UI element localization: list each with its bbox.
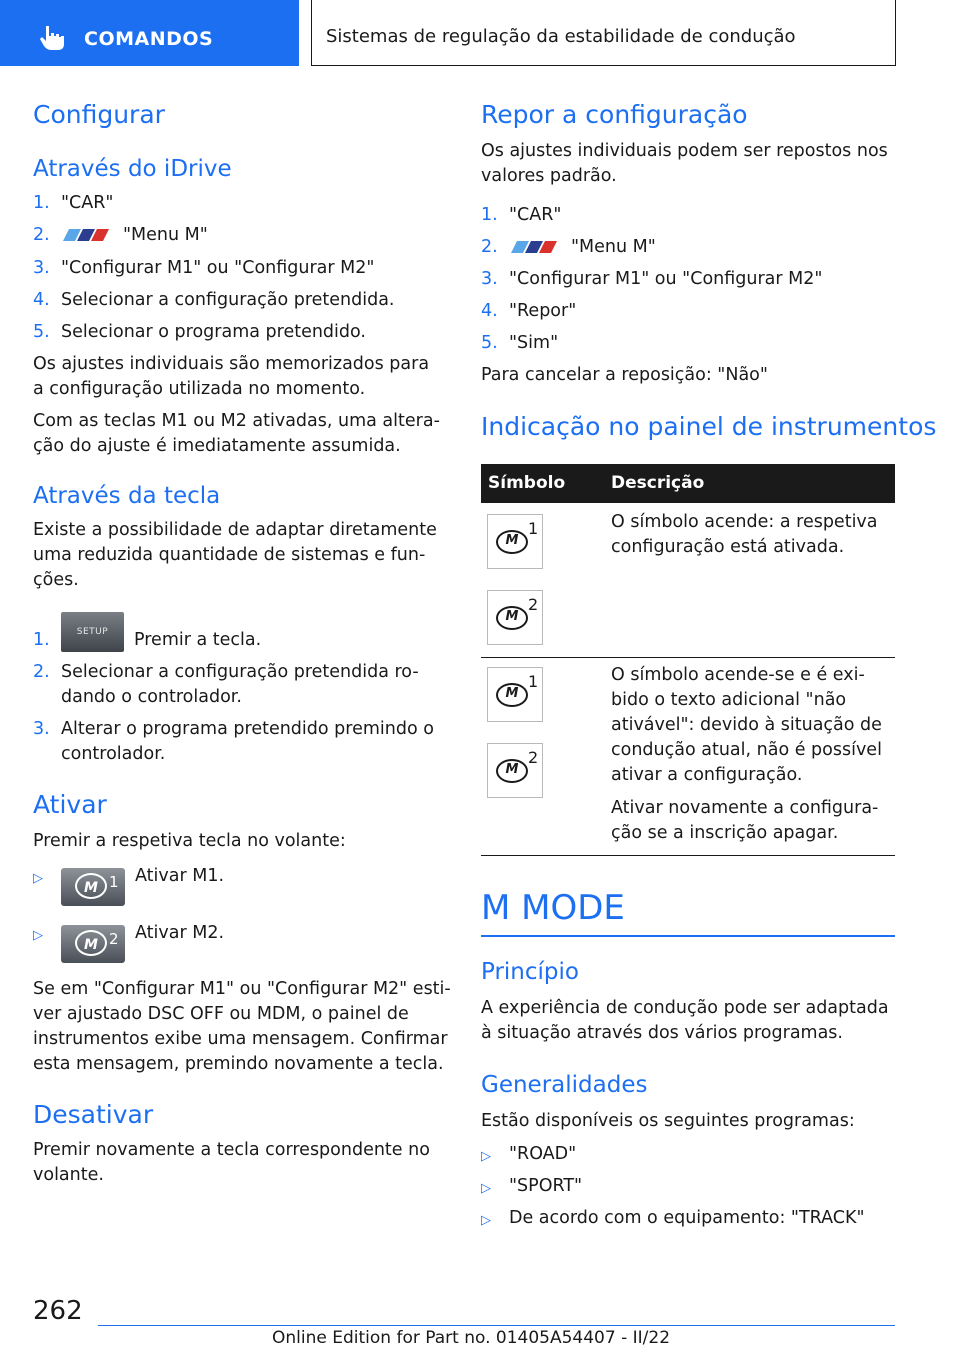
list-item: 4. Selecionar a configuração pretendida. [33, 290, 395, 310]
page-number: 262 [33, 1296, 83, 1326]
chapter-tab[interactable] [0, 0, 299, 66]
heading-indicacao: Indicação no painel de instrumentos [481, 412, 937, 441]
list-item: 2. Selecionar a configuração pretendida ro-dando o controlador. [33, 662, 419, 707]
m1-display-icon: M 1 [487, 514, 543, 569]
setup-button-icon: SETUP [61, 612, 124, 652]
list-item: 3. Alterar o programa pretendido premindo o controlador. [33, 719, 434, 764]
list-item: 4. "Repor" [481, 301, 577, 321]
heading-idrive: Através do iDrive [33, 156, 232, 182]
paragraph: Os ajustes individuais são memorizados para a configuração utilizada no momento. [33, 354, 430, 399]
m-stripe-icon [509, 239, 561, 255]
list-item: 1. "CAR" [481, 205, 562, 225]
paragraph: Se em "Configurar M1" ou "Configurar M2" esti-ver ajustado DSC OFF ou MDM, o painel de instrumentos exibe uma mensagem. Confirmar esta mensagem, premindo novamente a tecla. [33, 979, 451, 1074]
list-item: ▷ De acordo com o equipamento: "TRACK" [481, 1208, 865, 1228]
table-cell-description: O símbolo acende: a respetiva configuração está ativada. [611, 512, 878, 557]
table-divider [481, 657, 895, 658]
heading-rule [481, 935, 895, 937]
heading-tecla: Através da tecla [33, 483, 221, 509]
list-item: 3. "Configurar M1" ou "Configurar M2" [33, 258, 375, 278]
list-item: 1. "CAR" [33, 193, 114, 213]
m2-display-icon: M 2 [487, 590, 543, 645]
list-item: 1. SETUP Premir a tecla. [33, 628, 453, 653]
m-stripe-icon [61, 227, 113, 243]
list-item: 2. "Menu M" [481, 237, 656, 257]
heading-ativar: Ativar [33, 790, 107, 819]
heading-repor: Repor a configuração [481, 100, 748, 129]
m1-button-icon: M 1 [61, 868, 125, 906]
table-cell-description: O símbolo acende-se e é exi-bido o texto adicional "não ativável": devido à situação de condução atual, não é possível ativar a configuração. [611, 665, 882, 785]
chapter-label: COMANDOS [84, 28, 214, 50]
list-item: ▷ M 1 Ativar M1. [33, 864, 453, 891]
m2-display-icon: M 2 [487, 743, 543, 798]
hand-pointer-icon [38, 24, 68, 52]
table-cell-description: Ativar novamente a configura-ção se a inscrição apagar. [611, 798, 879, 843]
paragraph: Estão disponíveis os seguintes programas: [481, 1111, 855, 1131]
heading-principio: Princípio [481, 959, 579, 985]
paragraph: Premir a respetiva tecla no volante: [33, 831, 346, 851]
footer-rule [98, 1325, 895, 1326]
list-item: ▷ "SPORT" [481, 1176, 583, 1196]
list-item: ▷ M 2 Ativar M2. [33, 921, 453, 948]
heading-configurar: Configurar [33, 100, 165, 129]
heading-desativar: Desativar [33, 1100, 154, 1129]
heading-m-mode: M MODE [481, 888, 625, 928]
table-header [481, 464, 895, 503]
paragraph: Premir novamente a tecla correspondente no volante. [33, 1140, 430, 1185]
list-item: 2. "Menu M" [33, 225, 208, 245]
list-item: 5. Selecionar o programa pretendido. [33, 322, 366, 342]
list-item: 5. "Sim" [481, 333, 559, 353]
heading-generalidades: Generalidades [481, 1072, 648, 1098]
paragraph: Para cancelar a reposição: "Não" [481, 365, 768, 385]
list-item: ▷ "ROAD" [481, 1144, 577, 1164]
paragraph: Com as teclas M1 ou M2 ativadas, uma altera-ção do ajuste é imediatamente assumida. [33, 411, 440, 456]
edition-note: Online Edition for Part no. 01405A54407 - II/22 [272, 1328, 671, 1348]
section-title: Sistemas de regulação da estabilidade de condução [326, 26, 796, 47]
paragraph: Os ajustes individuais podem ser repostos nos valores padrão. [481, 141, 888, 186]
paragraph: A experiência de condução pode ser adaptada à situação através dos vários programas. [481, 998, 889, 1043]
column-header-symbol: Símbolo [488, 473, 566, 493]
m1-display-icon: M 1 [487, 667, 543, 722]
table-bottom-rule [481, 855, 895, 856]
list-item: 3. "Configurar M1" ou "Configurar M2" [481, 269, 823, 289]
m2-button-icon: M 2 [61, 925, 125, 963]
paragraph: Existe a possibilidade de adaptar diretamente uma reduzida quantidade de sistemas e fun-ções. [33, 520, 437, 590]
column-header-description: Descrição [611, 473, 705, 493]
